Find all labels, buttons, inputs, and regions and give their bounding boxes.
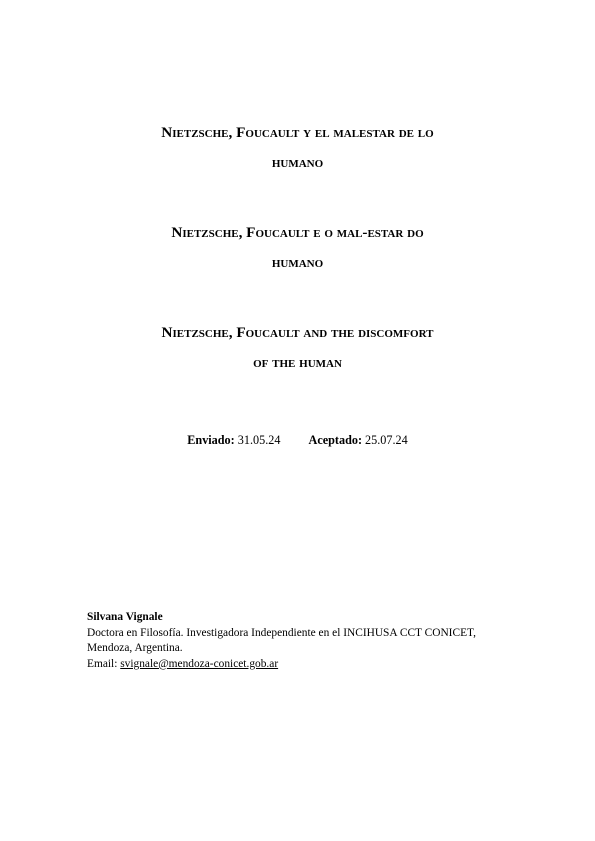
title-portuguese-line-1: Nietzsche, Foucault e o mal-estar do xyxy=(171,224,424,241)
title-english-line-1: Nietzsche, Foucault and the discomfort xyxy=(161,324,434,341)
title-spanish xyxy=(60,118,535,178)
author-name: Silvana Vignale xyxy=(87,611,163,623)
author-email-row xyxy=(87,657,527,673)
title-spanish-line-1: Nietzsche, Foucault y el malestar de lo xyxy=(161,124,434,141)
title-portuguese xyxy=(60,218,535,278)
sent-label: Enviado: xyxy=(187,433,235,447)
title-english-line-2: of the human xyxy=(253,354,342,371)
author-affiliation-line-1: Doctora en Filosofía. Investigadora Independiente en el INCIHUSA CCT CONICET, xyxy=(87,626,476,639)
submission-dates xyxy=(0,433,595,448)
title-english xyxy=(60,318,535,378)
email-label: Email: xyxy=(87,657,118,670)
author-affiliation-line-2: Mendoza, Argentina. xyxy=(87,642,183,655)
accepted-date: 25.07.24 xyxy=(365,433,408,447)
title-portuguese-line-2: humano xyxy=(271,254,324,271)
accepted-label: Aceptado: xyxy=(308,433,362,447)
article-titles xyxy=(60,118,535,418)
author-info xyxy=(87,610,527,672)
email-link[interactable]: svignale@mendoza-conicet.gob.ar xyxy=(120,657,279,670)
title-spanish-line-2: humano xyxy=(271,154,324,171)
sent-date: 31.05.24 xyxy=(237,433,281,447)
